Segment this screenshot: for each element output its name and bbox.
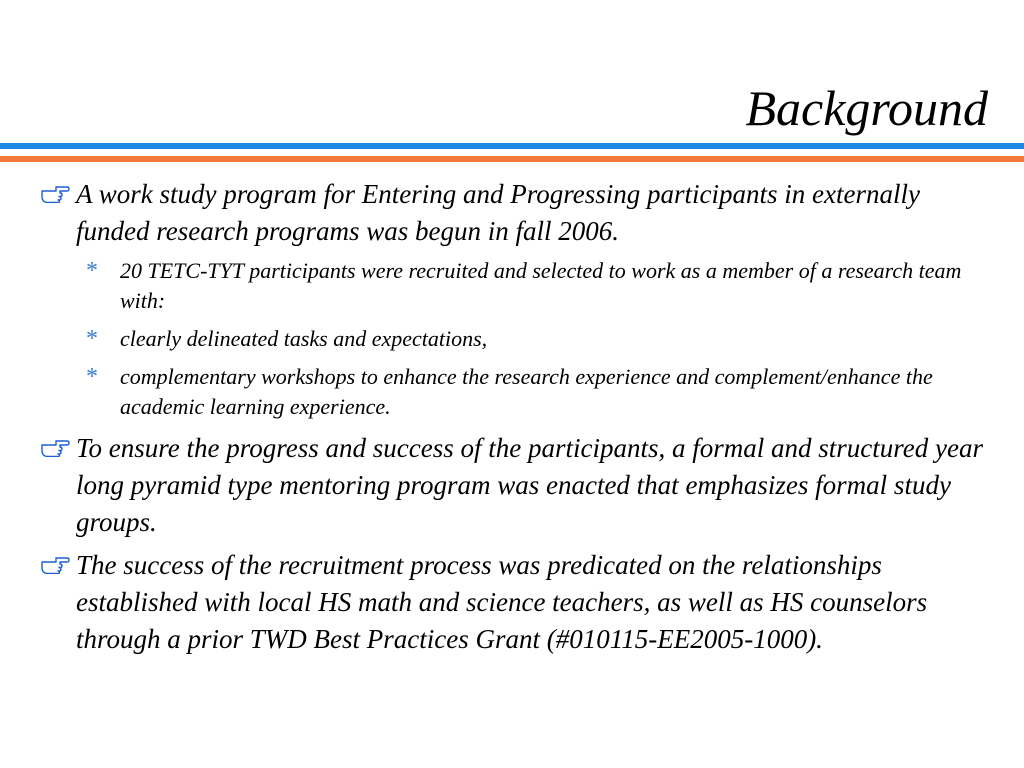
- asterisk-icon: *: [86, 364, 98, 390]
- sub-bullet-item: [40, 362, 990, 422]
- bullet-item: [40, 547, 990, 658]
- asterisk-icon: *: [86, 258, 98, 284]
- sub-bullet-item: [40, 256, 990, 316]
- pointing-hand-icon: [40, 430, 74, 457]
- sub-bullet-item: [40, 324, 990, 354]
- bullet-text: To ensure the progress and success of the participants, a formal and structured year long pyramid type mentoring program was enacted that emphasizes formal study groups.: [76, 433, 983, 537]
- sub-bullet-text: clearly delineated tasks and expectations,: [120, 326, 488, 351]
- pointing-hand-icon: [40, 176, 74, 203]
- slide-title: Background: [745, 80, 988, 136]
- bullet-text: The success of the recruitment process was predicated on the relationships established with local HS math and science teachers, as well as HS counselors through a prior TWD Best Practices Grant (#010115-EE2005-1000).: [76, 550, 928, 654]
- asterisk-icon: *: [86, 326, 98, 352]
- sub-bullet-text: 20 TETC-TYT participants were recruited and selected to work as a member of a research team with:: [120, 258, 962, 313]
- bullet-text: A work study program for Entering and Progressing participants in externally funded research programs was begun in fall 2006.: [76, 179, 920, 246]
- bullet-item: [40, 430, 990, 541]
- pointing-hand-icon: [40, 547, 74, 574]
- sub-bullet-text: complementary workshops to enhance the research experience and complement/enhance the academic learning experience.: [120, 364, 933, 419]
- sub-bullet-list: [40, 256, 990, 422]
- title-rule-orange: [0, 156, 1024, 162]
- bullet-item: [40, 176, 990, 250]
- title-rule-blue: [0, 143, 1024, 149]
- bullet-list: [40, 176, 990, 664]
